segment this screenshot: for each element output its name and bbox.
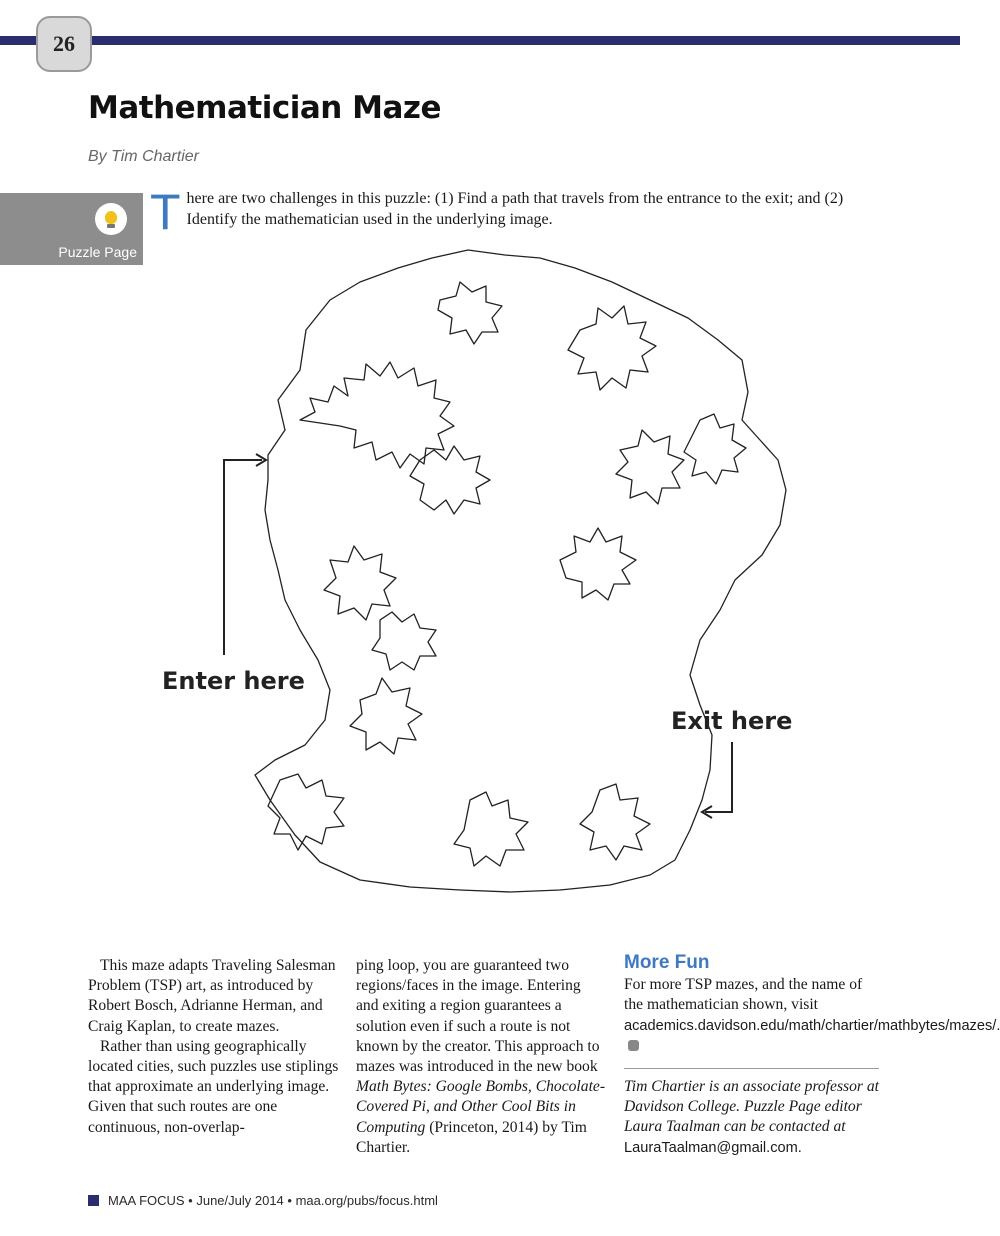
intro-text: here are two challenges in this puzzle: (1) Find a path that travels from the entrance to the exit; and (2) Identify the mathematician used in the underlying image. bbox=[186, 190, 844, 228]
body-text: ping loop, you are guaranteed two regions/faces in the image. Entering and exiting a region guarantees a solution even if such a route is not known by the creator. This approach to mazes was introduced in the new book bbox=[356, 957, 600, 1076]
page-footer bbox=[88, 1193, 438, 1208]
exit-arrow-line bbox=[705, 742, 732, 812]
exit-label: Exit here bbox=[671, 707, 793, 735]
lightbulb-icon bbox=[95, 203, 127, 235]
maze-path bbox=[438, 282, 502, 344]
divider bbox=[624, 1068, 879, 1069]
enter-arrow-line bbox=[224, 460, 262, 655]
exit-arrow-head bbox=[702, 806, 712, 818]
drop-cap: T bbox=[150, 184, 181, 240]
enter-arrow-head bbox=[256, 454, 266, 466]
maze-path bbox=[684, 414, 746, 484]
maze-path bbox=[454, 792, 528, 866]
page-number: 26 bbox=[53, 31, 75, 56]
sidebar-column bbox=[624, 952, 1000, 1158]
maze-path bbox=[300, 362, 454, 468]
maze-path bbox=[372, 612, 436, 670]
enter-label: Enter here bbox=[162, 667, 305, 695]
author-bio bbox=[624, 1077, 879, 1158]
page-number-badge bbox=[36, 16, 92, 72]
bio-text: Tim Chartier is an associate professor at Davidson College. Puzzle Page editor Laura Taalman can be contacted at bbox=[624, 1078, 880, 1136]
body-paragraph bbox=[356, 956, 606, 1158]
more-fun-heading: More Fun bbox=[624, 952, 710, 973]
more-fun-body: For more TSP mazes, and the name of the mathematician shown, visit bbox=[624, 976, 863, 1014]
header-bar bbox=[0, 36, 960, 45]
body-paragraph: Rather than using geographically located cities, such puzzles use stiplings that approximate an underlying image. Given that such routes are one continuous, non-overlap- bbox=[88, 1037, 339, 1136]
body-column-1 bbox=[88, 956, 340, 1138]
article-title: Mathematician Maze bbox=[88, 90, 441, 126]
mazes-link[interactable]: academics.davidson.edu/math/chartier/mathbytes/mazes/. bbox=[624, 1017, 1000, 1034]
section-tab-label: Puzzle Page bbox=[58, 244, 137, 260]
maze-path bbox=[410, 446, 490, 514]
footer-text: MAA FOCUS • June/July 2014 • maa.org/pubs/focus.html bbox=[108, 1193, 438, 1208]
book-title: Math Bytes: Google Bombs, Chocolate-Covered Pi, and Other Cool Bits in Computing bbox=[356, 1078, 606, 1136]
footer-square-icon bbox=[88, 1195, 99, 1206]
body-text: (Princeton, 2014) by Tim Chartier. bbox=[356, 1118, 587, 1156]
more-fun-text bbox=[624, 975, 1000, 1056]
article-byline: By Tim Chartier bbox=[88, 148, 199, 165]
maze-path bbox=[324, 546, 396, 620]
maze-path bbox=[568, 306, 656, 390]
end-mark-icon bbox=[628, 1040, 639, 1051]
maze-path bbox=[616, 430, 684, 504]
body-paragraph: This maze adapts Traveling Salesman Problem (TSP) art, as introduced by Robert Bosch, Adrianne Herman, and Craig Kaplan, to create mazes. bbox=[88, 957, 336, 1035]
email-link[interactable]: LauraTaalman@gmail.com. bbox=[624, 1139, 802, 1156]
maze-path bbox=[580, 784, 650, 860]
intro-paragraph bbox=[150, 184, 880, 240]
maze-outline bbox=[255, 250, 786, 892]
maze-path bbox=[560, 528, 636, 600]
maze-path bbox=[350, 678, 422, 754]
maze-path bbox=[268, 774, 344, 850]
body-column-2 bbox=[356, 956, 606, 1158]
